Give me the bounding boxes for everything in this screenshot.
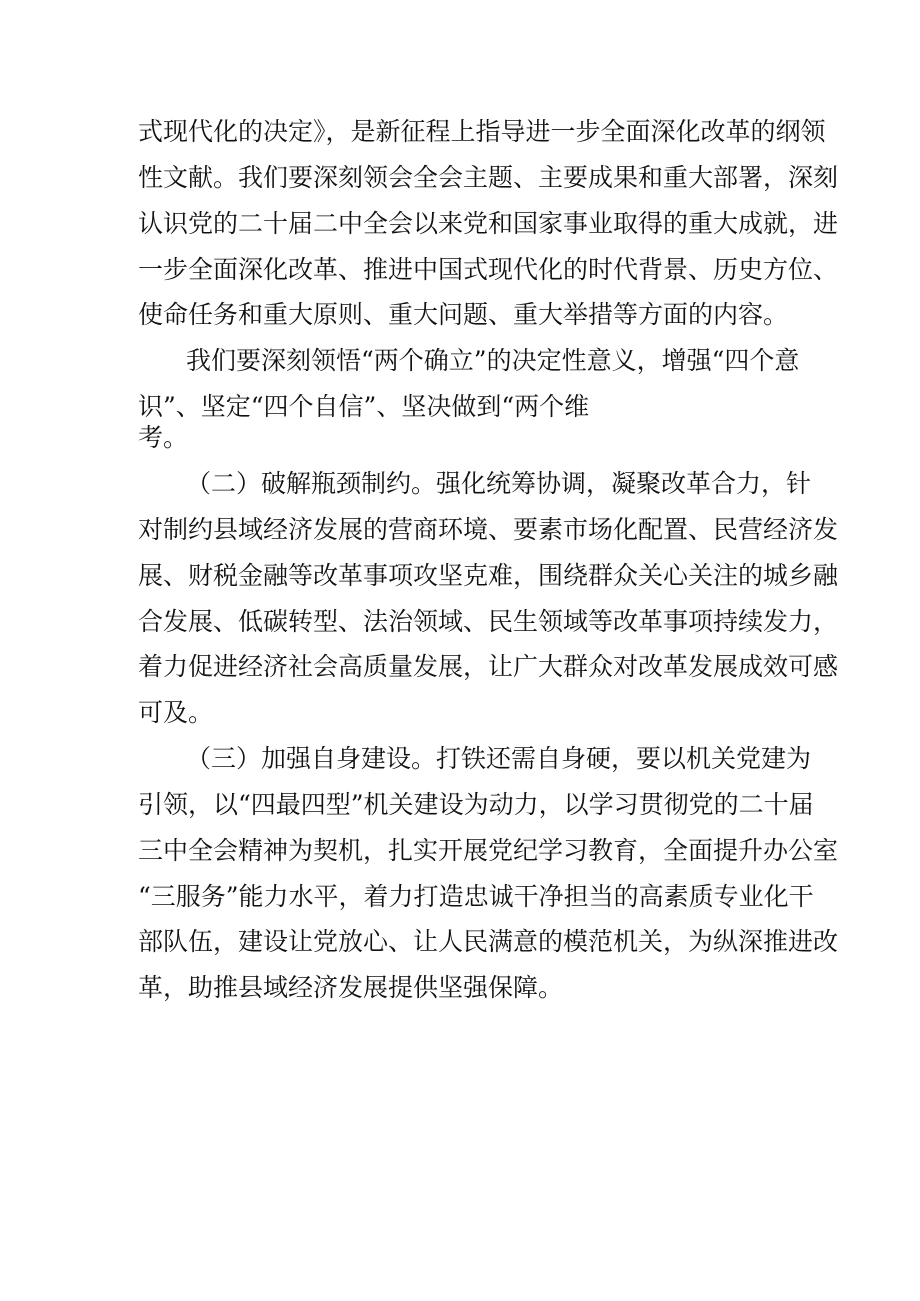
text-line: 识”、坚定“四个自信”、坚决做到“两个维: [138, 392, 590, 421]
text-line: 引领，以“四最四型”机关建设为动力，以学习贯彻党的二十届: [138, 790, 814, 819]
text-line: 式现代化的决定》，是新征程上指导进一步全面深化改革的纲领: [138, 117, 826, 146]
text-line: 展、财税金融等改革事项攻坚克难，围绕群众关心关注的城乡融: [138, 561, 839, 590]
text-line: 我们要深刻领悟“两个确立”的决定性意义，增强“四个意: [186, 346, 800, 375]
text-line: 性文献。我们要深刻领会全会主题、主要成果和重大部署，深刻: [138, 163, 839, 192]
text-line: （二）破解瓶颈制约。强化统筹协调，凝聚改革合力，针: [186, 469, 812, 498]
text-line: 着力促进经济社会高质量发展，让广大群众对改革发展成效可感: [138, 652, 839, 681]
text-line: 认识党的二十届二中全会以来党和国家事业取得的重大成就，进: [138, 209, 839, 238]
text-line: 三中全会精神为契机，扎实开展党纪学习教育，全面提升办公室: [138, 836, 839, 865]
text-line: 部队伍，建设让党放心、让人民满意的模范机关，为纵深推进改: [138, 927, 839, 956]
text-line: 对制约县域经济发展的营商环境、要素市场化配置、民营经济发: [138, 515, 839, 544]
text-line: 合发展、低碳转型、法治领域、民生领域等改革事项持续发力，: [138, 607, 839, 636]
text-line: 考。: [138, 423, 189, 452]
text-line: （三）加强自身建设。打铁还需自身硬，要以机关党建为: [186, 744, 812, 773]
text-line: “三服务”能力水平，着力打造忠诚干净担当的高素质专业化干: [138, 882, 814, 911]
text-line: 一步全面深化改革、推进中国式现代化的时代背景、历史方位、: [138, 255, 839, 284]
text-line: 革，助推县域经济发展提供坚强保障。: [138, 973, 564, 1002]
text-line: 可及。: [138, 698, 214, 727]
text-line: 使命任务和重大原则、重大问题、重大举措等方面的内容。: [138, 300, 789, 329]
